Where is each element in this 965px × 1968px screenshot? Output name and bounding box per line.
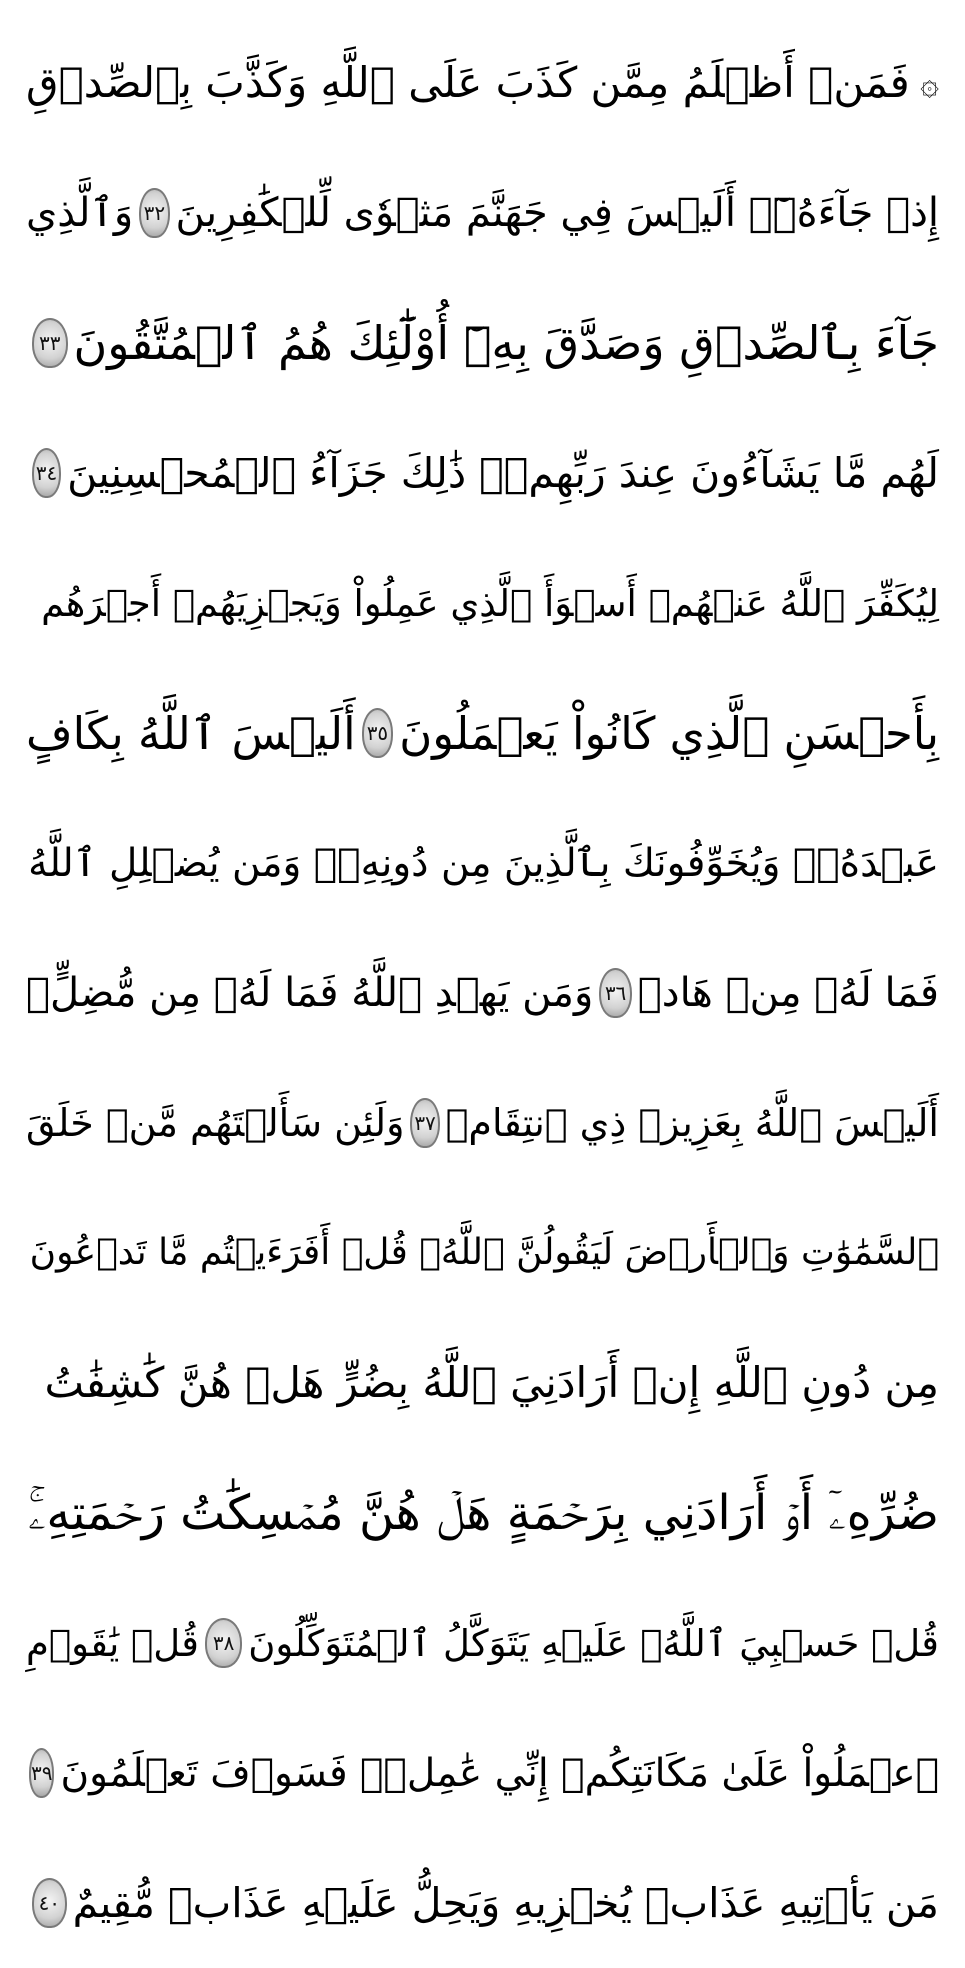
verse-text: مِن دُونِ ٱللَّهِ إِنۡ أَرَادَنِيَ ٱللَّهُ بِضُرٍّ هَلۡ هُنَّ كَٰشِفَٰتُ [44, 1358, 939, 1407]
verse-line [26, 1058, 939, 1188]
verse-line [26, 18, 939, 148]
verse-line [26, 798, 939, 928]
verse-line [26, 538, 939, 668]
verse-text: أَلَيۡسَ ٱللَّهُ بِعَزِيزٖ ذِي ٱنتِقَامٖ [445, 1101, 939, 1145]
ayah-marker: ٣٢ [139, 188, 169, 238]
verse-line [26, 408, 939, 538]
verse-line [26, 148, 939, 278]
verse-text: وَٱلَّذِي [26, 190, 134, 236]
verse-text: جَآءَ بِٱلصِّدۡقِ وَصَدَّقَ بِهِۦٓ أُوْلَٰٓئِكَ هُمُ ٱلۡمُتَّقُونَ [73, 316, 939, 370]
hizb-star-icon: ۞ [920, 64, 939, 102]
verse-text: فَمَنۡ أَظۡلَمُ مِمَّن كَذَبَ عَلَى ٱللَّهِ وَكَذَّبَ بِٱلصِّدۡقِ [26, 58, 910, 107]
verse-text: ٱعۡمَلُواْ عَلَىٰ مَكَانَتِكُمۡ إِنِّي عَٰمِلٞۖ فَسَوۡفَ تَعۡلَمُونَ [60, 1750, 939, 1796]
ayah-marker: ٣٩ [29, 1748, 54, 1798]
verse-line [26, 1708, 939, 1838]
ayah-marker: ٣٣ [32, 318, 68, 368]
verse-text: ٱلسَّمَٰوَٰتِ وَٱلۡأَرۡضَ لَيَقُولُنَّ ٱللَّهُۚ قُلۡ أَفَرَءَيۡتُم مَّا تَدۡعُونَ [29, 1232, 939, 1273]
ayah-marker: ٣٨ [205, 1618, 242, 1668]
verse-text: ضُرِّهِۦٓ أَوۡ أَرَادَنِي بِرَحۡمَةٍ هَلۡ هُنَّ مُمۡسِكَٰتُ رَحۡمَتِهِۦۚ [28, 1485, 939, 1541]
ayah-marker: ٣٥ [362, 708, 394, 758]
ayah-marker: ٤٠ [32, 1878, 67, 1928]
verse-text: قُلۡ حَسۡبِيَ ٱللَّهُۖ عَلَيۡهِ يَتَوَكَّلُ ٱلۡمُتَوَكِّلُونَ [248, 1621, 939, 1665]
verse-line [26, 1448, 939, 1578]
verse-text: عَبۡدَهُۥۖ وَيُخَوِّفُونَكَ بِٱلَّذِينَ مِن دُونِهِۦۚ وَمَن يُضۡلِلِ ٱللَّهُ [28, 840, 939, 886]
verse-line [26, 278, 939, 408]
verse-text: فَمَا لَهُۥ مِنۡ هَادٖ [637, 970, 939, 1016]
verse-line [26, 1318, 939, 1448]
verse-text: مَن يَأۡتِيهِ عَذَابٞ يُخۡزِيهِ وَيَحِلُّ عَلَيۡهِ عَذَابٞ مُّقِيمٌ [72, 1878, 939, 1927]
verse-line [26, 1188, 939, 1318]
verse-text: أَلَيۡسَ ٱللَّهُ بِكَافٍ [26, 706, 356, 760]
verse-line [26, 1838, 939, 1968]
verse-line [26, 1578, 939, 1708]
verse-text: إِذۡ جَآءَهُۥٓۚ أَلَيۡسَ فِي جَهَنَّمَ مَثۡوٗى لِّلۡكَٰفِرِينَ [175, 190, 939, 236]
ayah-marker: ٣٦ [599, 968, 632, 1018]
ayah-marker: ٣٧ [410, 1098, 439, 1148]
verse-line [26, 928, 939, 1058]
verse-text: بِأَحۡسَنِ ٱلَّذِي كَانُواْ يَعۡمَلُونَ [399, 706, 939, 760]
ayah-marker: ٣٤ [32, 448, 61, 498]
verse-line [26, 668, 939, 798]
verse-text: وَلَئِن سَأَلۡتَهُم مَّنۡ خَلَقَ [26, 1101, 405, 1145]
verse-text: قُلۡ يَٰقَوۡمِ [26, 1621, 199, 1665]
verse-text: لِيُكَفِّرَ ٱللَّهُ عَنۡهُمۡ أَسۡوَأَ ٱلَّذِي عَمِلُواْ وَيَجۡزِيَهُمۡ أَجۡرَهُم [41, 581, 939, 625]
verse-text: لَهُم مَّا يَشَآءُونَ عِندَ رَبِّهِمۡۚ ذَٰلِكَ جَزَآءُ ٱلۡمُحۡسِنِينَ [67, 448, 939, 497]
verse-text: وَمَن يَهۡدِ ٱللَّهُ فَمَا لَهُۥ مِن مُّضِلٍّۗ [26, 970, 594, 1016]
